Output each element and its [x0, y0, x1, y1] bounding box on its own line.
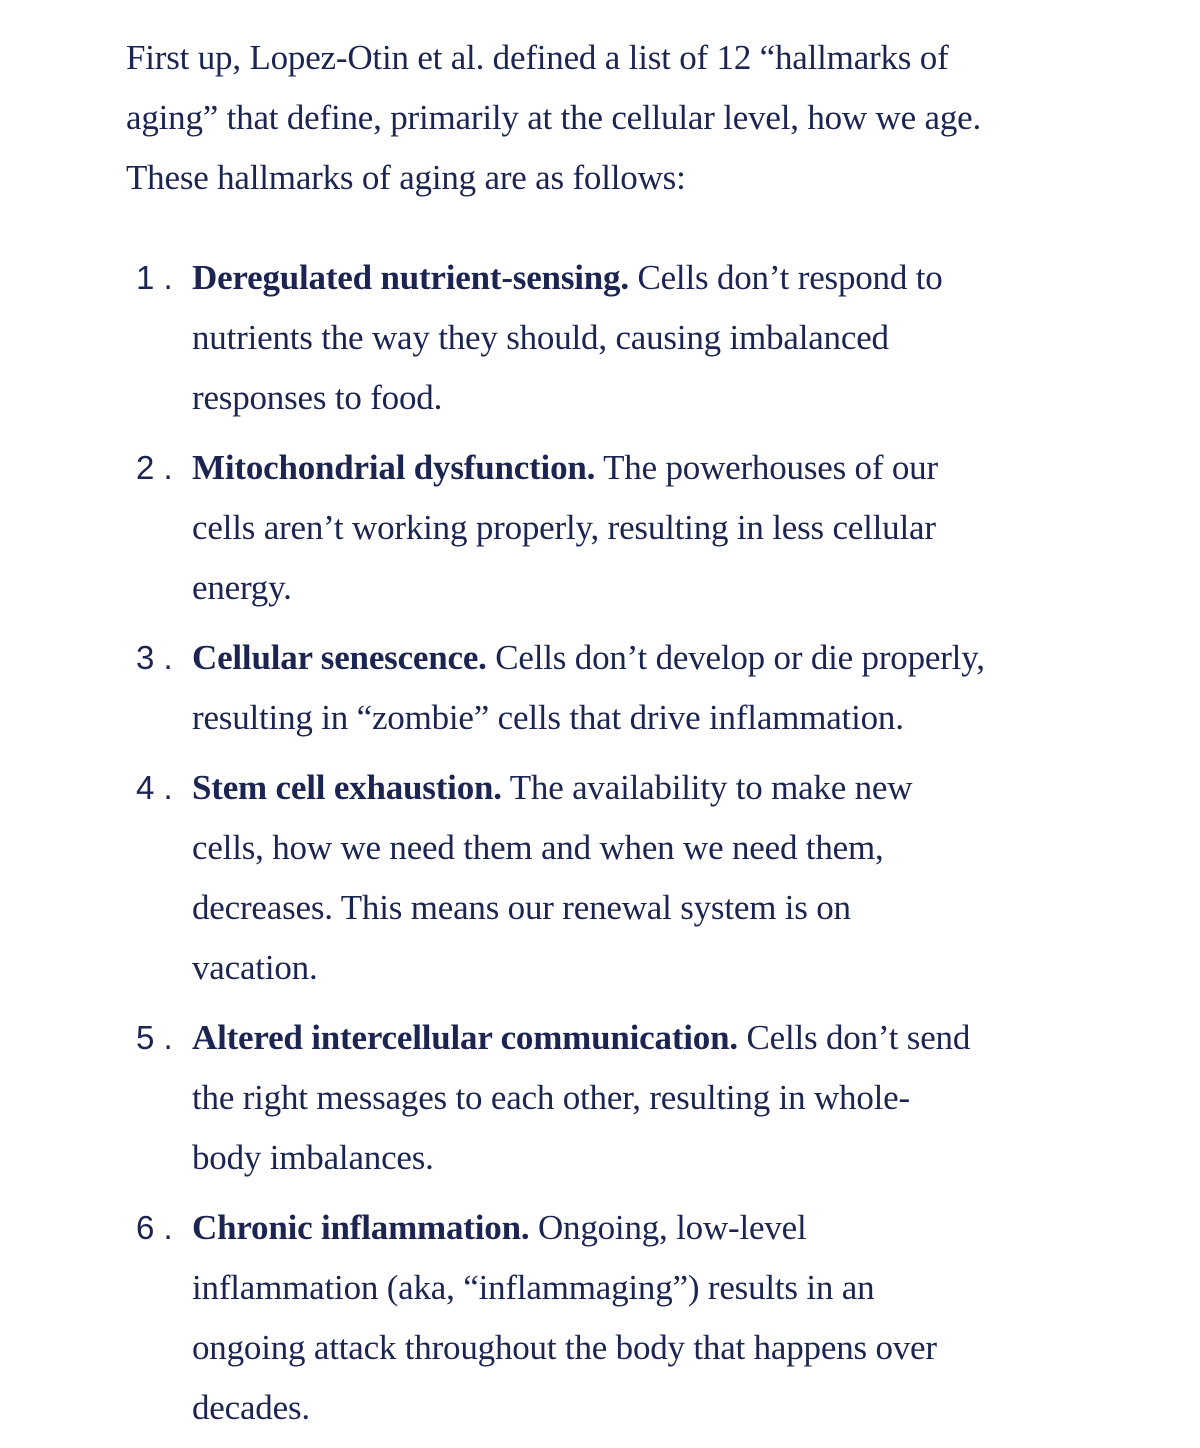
- hallmark-item-4: [126, 758, 1086, 998]
- hallmark-description: vacation.: [192, 948, 318, 987]
- list-number: 5 .: [136, 1019, 173, 1056]
- list-number: 3 .: [136, 639, 173, 676]
- intro-line: aging” that define, primarily at the cellular level, how we age.: [126, 98, 982, 137]
- hallmark-description: cells aren’t working properly, resulting in less cellular: [192, 508, 936, 547]
- hallmark-description: responses to food.: [192, 378, 443, 417]
- hallmark-item-3: [126, 628, 1086, 748]
- hallmark-description: Cells don’t send: [737, 1018, 971, 1057]
- intro-paragraph: [126, 28, 1086, 208]
- intro-line: These hallmarks of aging are as follows:: [126, 158, 686, 197]
- hallmarks-list: [126, 248, 1086, 1438]
- hallmark-description: inflammation (aka, “inflammaging”) results in an: [192, 1268, 875, 1307]
- hallmark-description: resulting in “zombie” cells that drive inflammation.: [192, 698, 904, 737]
- hallmark-term: Chronic inflammation.: [192, 1208, 530, 1247]
- hallmark-description: decades.: [192, 1388, 310, 1427]
- hallmark-term: Deregulated nutrient-sensing.: [192, 258, 629, 297]
- hallmark-description: nutrients the way they should, causing imbalanced: [192, 318, 889, 357]
- hallmark-description: body imbalances.: [192, 1138, 434, 1177]
- hallmark-item-5: [126, 1008, 1086, 1188]
- hallmark-item-6: [126, 1198, 1086, 1438]
- list-number: 1 .: [136, 259, 173, 296]
- list-number: 2 .: [136, 449, 173, 486]
- hallmark-description: decreases. This means our renewal system is on: [192, 888, 851, 927]
- article-body: [126, 28, 1086, 1448]
- hallmark-description: The availability to make new: [501, 768, 913, 807]
- hallmark-description: ongoing attack throughout the body that happens over: [192, 1328, 937, 1367]
- intro-line: First up, Lopez-Otin et al. defined a list of 12 “hallmarks of: [126, 38, 949, 77]
- hallmark-description: The powerhouses of our: [595, 448, 938, 487]
- hallmark-item-2: [126, 438, 1086, 618]
- hallmark-item-1: [126, 248, 1086, 428]
- hallmark-description: Cells don’t develop or die properly,: [486, 638, 985, 677]
- hallmark-description: Cells don’t respond to: [628, 258, 943, 297]
- hallmark-description: energy.: [192, 568, 292, 607]
- hallmark-term: Altered intercellular communication.: [192, 1018, 738, 1057]
- hallmark-description: the right messages to each other, resulting in whole-: [192, 1078, 910, 1117]
- hallmark-term: Mitochondrial dysfunction.: [192, 448, 596, 487]
- hallmark-term: Cellular senescence.: [192, 638, 487, 677]
- hallmark-description: Ongoing, low-level: [529, 1208, 807, 1247]
- hallmark-description: cells, how we need them and when we need them,: [192, 828, 884, 867]
- hallmark-term: Stem cell exhaustion.: [192, 768, 502, 807]
- list-number: 6 .: [136, 1209, 173, 1246]
- list-number: 4 .: [136, 769, 173, 806]
